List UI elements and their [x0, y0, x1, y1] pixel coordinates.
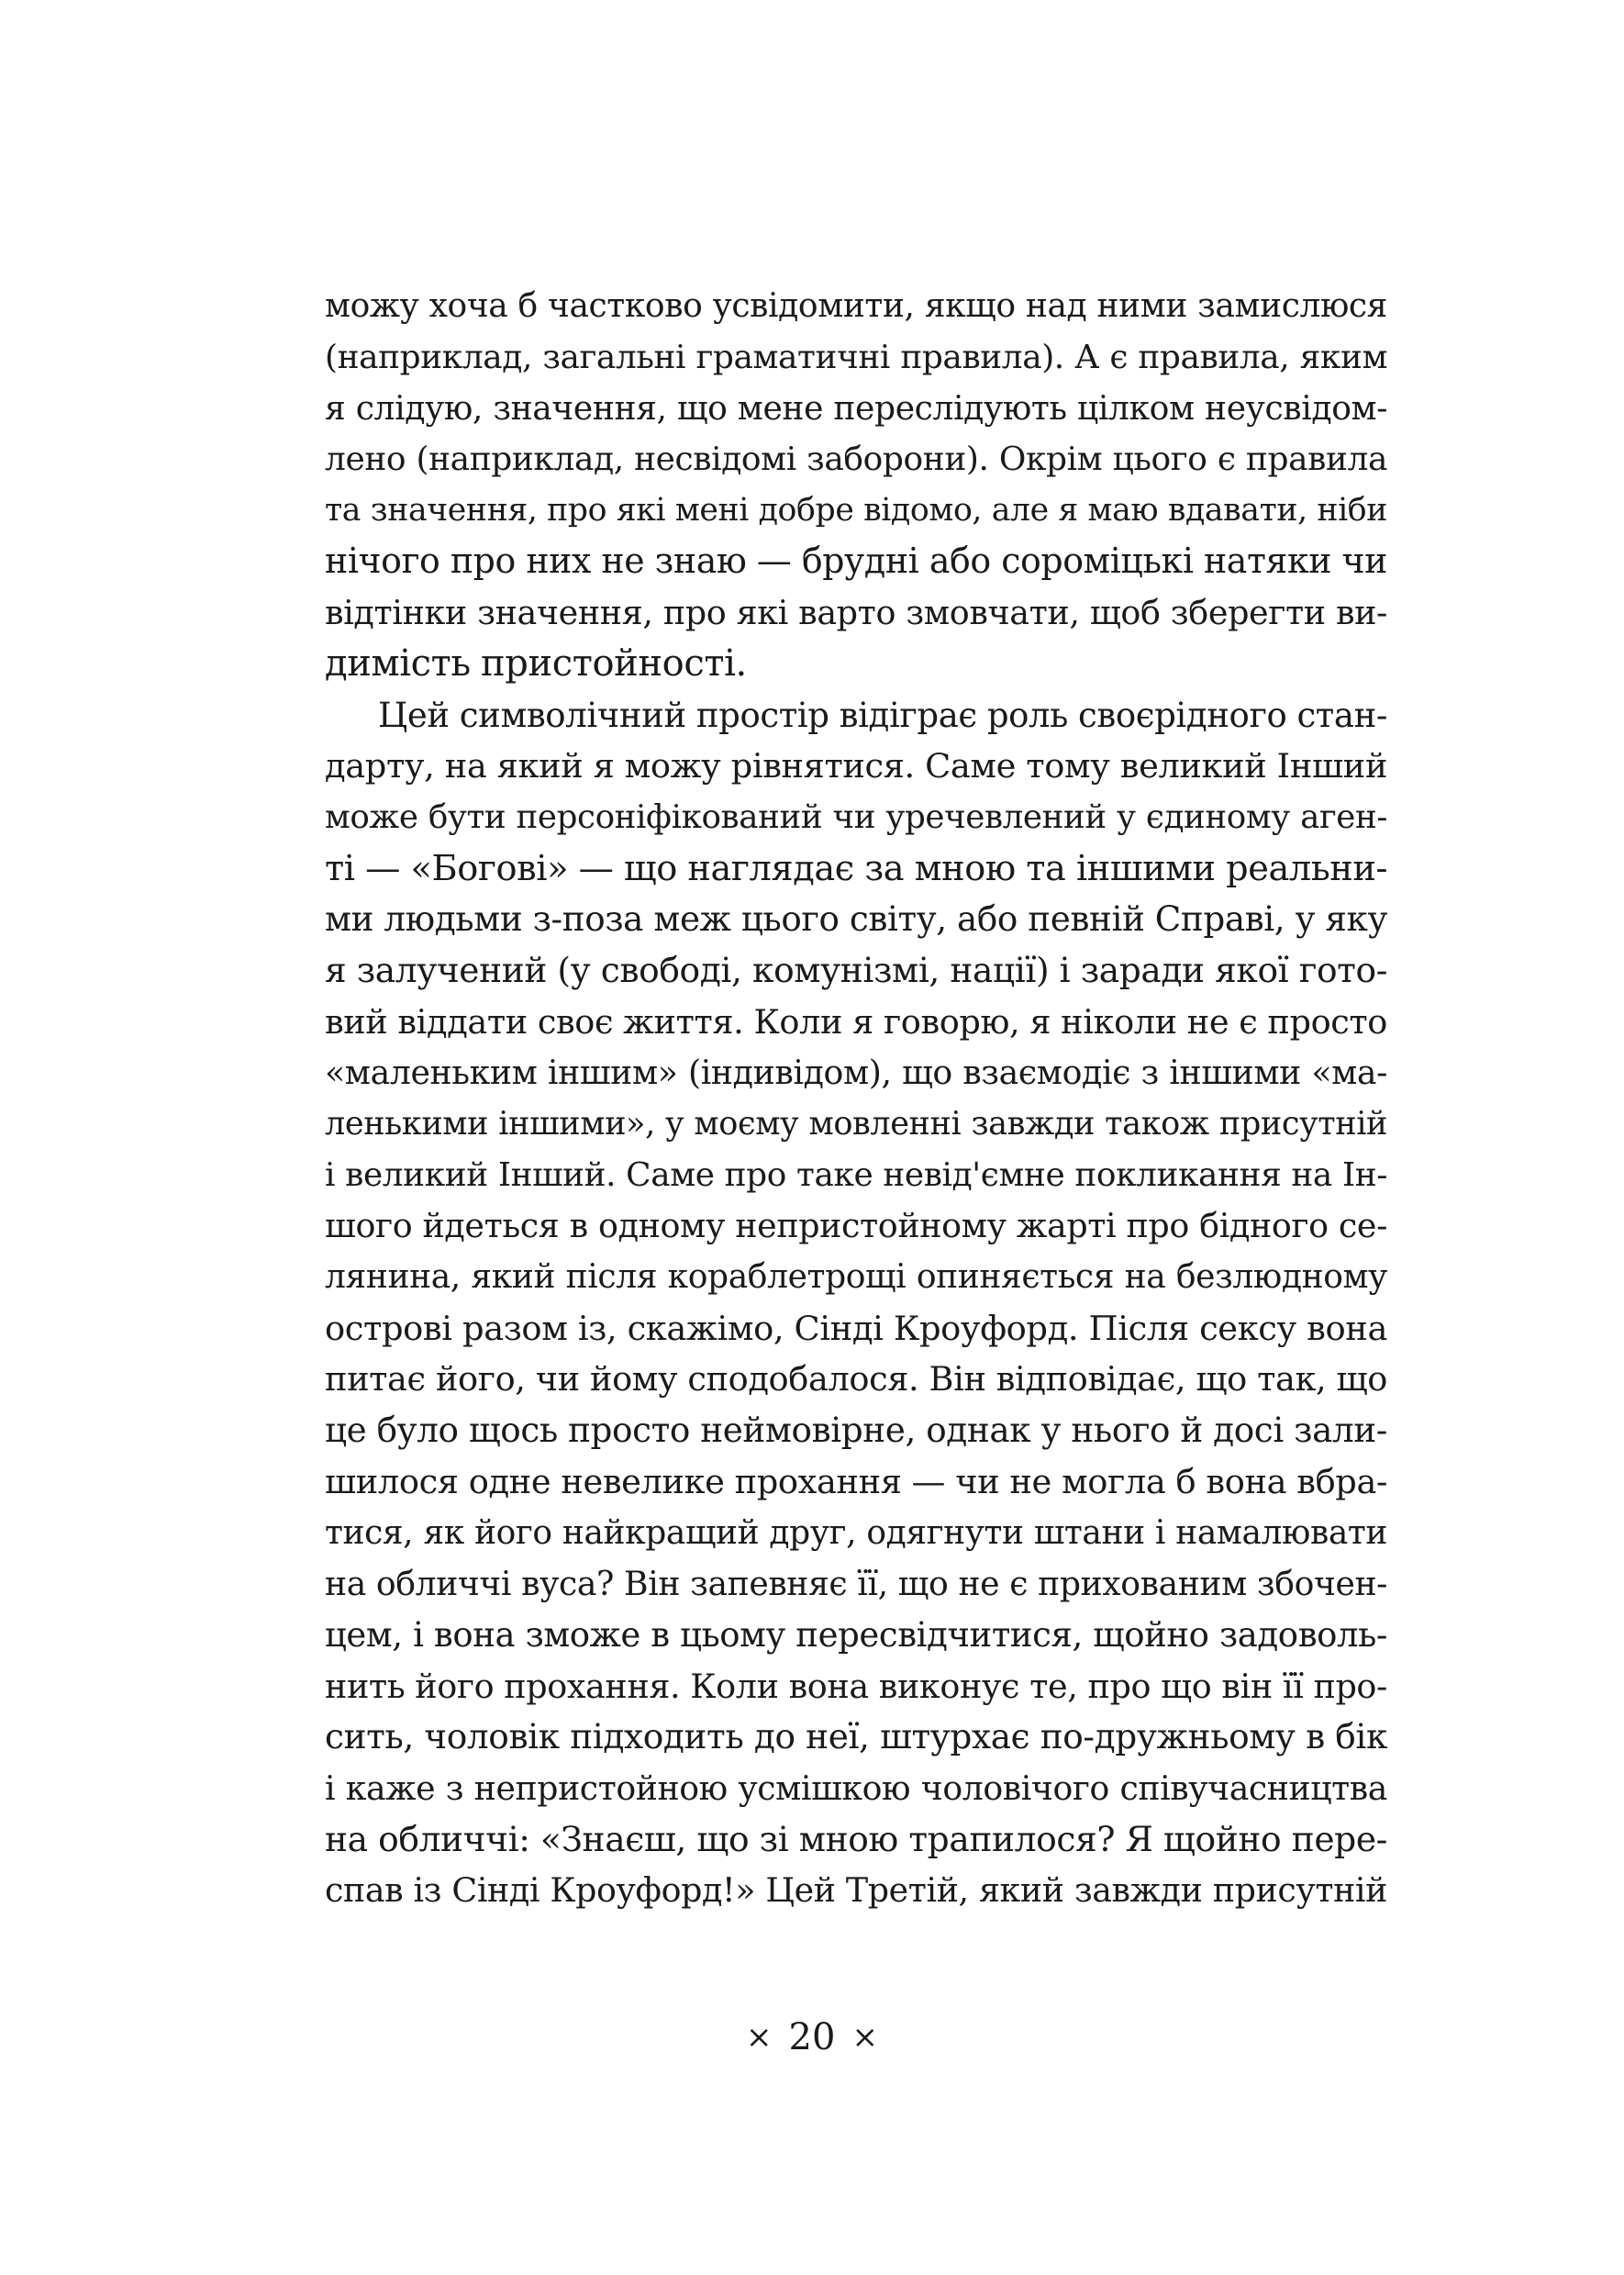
text-line: лено (наприклад, несвідомі заборони). Окрім цього є правила	[325, 441, 1387, 479]
text-line: тися, як його найкращий друг, одягнути штани і намалювати	[325, 1513, 1387, 1552]
text-line: на обличчі: «Знаєш, що зі мною трапилося? Я щойно пере-	[325, 1818, 1387, 1859]
text-line: ті — «Богові» — що наглядає за мною та іншими реальни-	[325, 847, 1387, 889]
ornament-right: ×	[851, 2019, 878, 2056]
ornament-left: ×	[746, 2019, 773, 2056]
text-line: вий віддати своє життя. Коли я говорю, я ніколи не є просто	[325, 1001, 1387, 1042]
page-number-footer	[0, 2014, 1624, 2060]
text-line: я слідую, значення, що мене переслідують цілком неусвідом-	[325, 388, 1387, 429]
text-line: нить його прохання. Коли вона виконує те, про що він її про-	[325, 1666, 1387, 1706]
text-line: острові разом із, скажімо, Сінді Кроуфорд. Після сексу вона	[325, 1308, 1387, 1348]
text-line: нічого про них не знаю — брудні або сороміцькі натяки чи	[325, 541, 1387, 582]
paragraph-first-line: Цей символічний простір відіграє роль своєрідного стан-	[378, 695, 1387, 735]
text-line: «маленьким іншим» (індивідом), що взаємодіє з іншими «ма-	[325, 1053, 1387, 1093]
text-line: це було щось просто неймовірне, однак у нього й досі зали-	[325, 1410, 1387, 1451]
text-line: ми людьми з-поза меж цього світу, або певній Справі, у яку	[325, 898, 1387, 940]
text-line: шого йдеться в одному непристойному жарті про бідного се-	[325, 1206, 1387, 1246]
text-line: питає його, чи йому сподобалося. Він відповідає, що так, що	[325, 1359, 1387, 1400]
text-line: ленькими іншими», у моєму мовленні завжди також присутній	[325, 1105, 1387, 1143]
text-line: і великий Інший. Саме про таке невід'ємне покликання на Ін-	[325, 1155, 1387, 1194]
text-line: (наприклад, загальні граматичні правила). А є правила, яким	[325, 338, 1387, 376]
text-line: і каже з непристойною усмішкою чоловічого співучасництва	[325, 1768, 1387, 1808]
text-line: можу хоча б частково усвідомити, якщо над ними замислюся	[325, 287, 1387, 325]
text-line: лянина, який після кораблетрощі опиняється на безлюдному	[325, 1257, 1387, 1297]
page-number: 20	[788, 2016, 836, 2058]
text-line: спав із Сінді Кроуфорд!» Цей Третій, який завжди присутній	[325, 1870, 1387, 1911]
text-line: на обличчі вуса? Він запевняє її, що не є прихованим збочен-	[325, 1564, 1387, 1604]
body-text	[325, 281, 1387, 1916]
text-line: я залучений (у свободі, комунізмі, нації) і заради якої гото-	[325, 949, 1387, 990]
text-line: та значення, про які мені добре відомо, але я маю вдавати, ніби	[325, 491, 1387, 529]
text-line: шилося одне невелике прохання — чи не могла б вона вбра-	[325, 1461, 1387, 1501]
text-line: відтінки значення, про які варто змовчати, щоб зберегти ви-	[325, 593, 1387, 633]
text-line: дарту, на який я можу рівнятися. Саме тому великий Інший	[325, 746, 1387, 786]
text-line: димість пристойності.	[325, 641, 747, 685]
text-line: сить, чоловік підходить до неї, штурхає по-дружньому в бік	[325, 1716, 1387, 1757]
text-line: цем, і вона зможе в цьому пересвідчитися, щойно задоволь-	[325, 1614, 1387, 1655]
text-line: може бути персоніфікований чи уречевлений у єдиному аген-	[325, 797, 1387, 836]
